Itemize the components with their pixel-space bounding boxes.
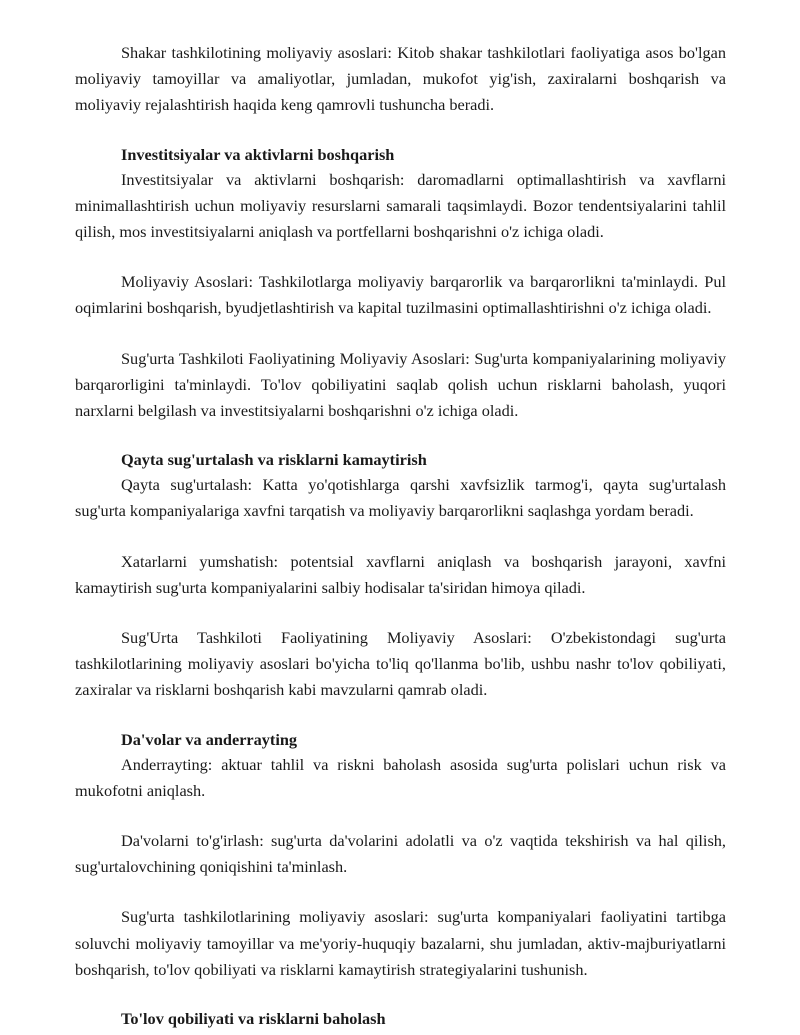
paragraph-insurance-organization: Sug'urta Tashkiloti Faoliyatining Moliyaviy Asoslari: Sug'urta kompaniyalarining moliyaviy barqarorligini ta'minlaydi. To'lov qobiliyatini saqlab qolish uchun risklarni baholash, yuqori narxlarni belgilash va investitsiyalarni boshqarishni o'z ichiga oladi. <box>75 348 726 421</box>
paragraph-financial-foundations: Moliyaviy Asoslari: Tashkilotlarga moliyaviy barqarorlik va barqarorlikni ta'minlaydi. Pul oqimlarini boshqarish, byudjetlashtirish va kapital tuzilmasini optimallashtirishni o'z ichiga oladi. <box>75 272 726 318</box>
paragraph-investments: Investitsiyalar va aktivlarni boshqarish: daromadlarni optimallashtirish va xavflarni minimallashtirish uchun moliyaviy resurslarni samarali taqsimlaydi. Bozor tendentsiyalarini tahlil qilish, mos investitsiyalarni aniqlash va portfellarni boshqarishni o'z ichiga oladi. <box>75 169 726 242</box>
heading-claims-underwriting: Da'volar va anderrayting <box>121 729 298 749</box>
heading-investments: Investitsiyalar va aktivlarni boshqarish <box>121 144 395 164</box>
paragraph-uzbekistan-guide: Sug'Urta Tashkiloti Faoliyatining Moliyaviy Asoslari: O'zbekistondagi sug'urta tashkilotlarining moliyaviy asoslari bo'yicha to'liq qo'llanma bo'lib, ushbu nashr to'lov qobiliyati, zaxiralar va risklarni boshqarish kabi mavzularni qamrab oladi. <box>75 628 726 700</box>
paragraph-claims-settlement: Da'volarni to'g'irlash: sug'urta da'volarini adolatli va o'z vaqtida tekshirish va hal qilish, sug'urtalovchining qoniqishini ta'minlash. <box>75 831 726 877</box>
heading-reinsurance: Qayta sug'urtalash va risklarni kamaytirish <box>121 450 427 470</box>
document-page <box>75 40 726 1031</box>
paragraph-underwriting: Anderrayting: aktuar tahlil va riskni baholash asosida sug'urta polislari uchun risk va mukofotni aniqlash. <box>75 754 726 800</box>
paragraph-reinsurance: Qayta sug'urtalash: Katta yo'qotishlarga qarshi xavfsizlik tarmog'i, qayta sug'urtalash sug'urta kompaniyalariga xavfni tarqatish va moliyaviy barqarorlikni saqlashga yordam beradi. <box>75 475 726 521</box>
paragraph-insurance-foundations: Sug'urta tashkilotlarining moliyaviy asoslari: sug'urta kompaniyalari faoliyatini tartibga soluvchi moliyaviy tamoyillar va me'yoriy-huquqiy bazalarni, shu jumladan, aktiv-majburiyatlarni boshqarish, to'lov qobiliyati va risklarni kamaytirish strategiyalarini tushunish. <box>75 907 726 979</box>
paragraph-risk-mitigation: Xatarlarni yumshatish: potentsial xavflarni aniqlash va boshqarish jarayoni, xavfni kamaytirish sug'urta kompaniyalarini salbiy hodisalar ta'siridan himoya qiladi. <box>75 551 726 597</box>
paragraph-sugar-organization: Shakar tashkilotining moliyaviy asoslari: Kitob shakar tashkilotlari faoliyatiga asos bo'lgan moliyaviy tamoyillar va amaliyotlar, jumladan, mukofot yig'ish, zaxiralarni boshqarish va moliyaviy rejalashtirish haqida keng qamrovli tushuncha beradi. <box>75 43 726 115</box>
heading-solvency: To'lov qobiliyati va risklarni baholash <box>121 1009 386 1029</box>
